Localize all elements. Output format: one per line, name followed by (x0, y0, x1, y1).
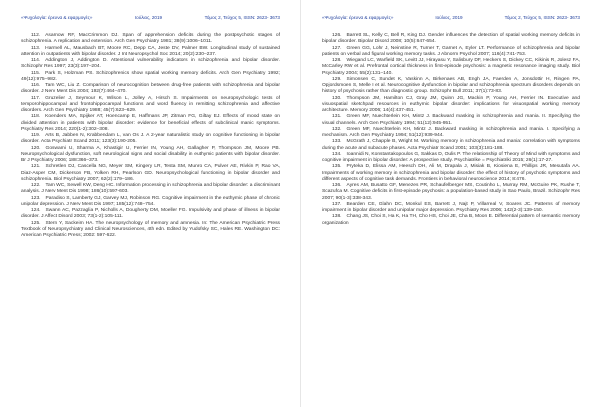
journal-title: «Ψυχολογία: έρευνα & εφαρμογές» (21, 14, 93, 20)
right-page (300, 0, 600, 407)
issue-date: Ιούλιος, 2019 (134, 14, 163, 20)
reference-item: 134. Ioannidi N, Konstantakopoulos G, Sakkas D, Oulis P. The relationship of Theory of Mind with symptoms and cognitive impairment in bipolar disorder: A prospective study. Psychiatrike = Psychiatriki 2015; 26(1):17-27. (322, 151, 580, 163)
reference-item: 131. Green MF, Nuechterlein KH, Mintz J. Backward masking in schizophrenia and mania. II. Specifying the visual channels. Arch Gen Psychiatry 1994; 51(12):945-951. (322, 114, 580, 126)
reference-item: 123. Paradiso S, Lamberty GJ, Garvey MJ, Robinson RG. Cognitive impairment in the euthymic phase of chronic unipolar depression. J Nerv Ment Dis 1997; 185(12):748–754. (21, 195, 280, 207)
reference-item: 115. Park S, Holzman PS. Schizophrenics show spatial working memory deficits. Arch Gen Psychiatry 1992; 49(12):975–982. (21, 70, 280, 82)
reference-item: 129. Simonsen C, Sundet K, Vaskinn A, Birkenaes AB, Engh JA, Faerden A, Jonsdottir H, Ringen PA, Opjordsmoen S, Melle I et al. Neurocognitive dysfunction in bipolar and schizophrenia spectrum disorders depends on history of psychosis rather than diagnostic group. Schizophr Bull 2011; 37(1):73-83. (322, 76, 580, 95)
reference-item: 136. Ayres AM, Busatto GF, Menezes PR, Schaufelberger MS, Coutinho L, Murray RM, McGuire PK, Rushe T, Scazufca M. Cognitive deficits in first-episode psychosis: a population-based study in Sao Paulo, Brazil. Schizophr Res 2007; 90(1-3):338-343. (322, 183, 580, 201)
reference-item: 121. Schretlen DJ, Cascella NG, Meyer SM, Kingery LR, Testa SM, Munro CA, Pulver AE, Rivkin P, Rao VA, Diaz-Asper CM, Dickerson FB, Yolken RH, Pearlson GD. Neuropsychological functioning in bipolar disorder and schizophrenia. Biol Psychiatry 2007; 62(2):179–186. (21, 164, 280, 182)
reference-item: 119. Arts B, Jabben N, Krabbendam L, van Os J. A 2-year naturalistic study on cognitive functioning in bipolar disorder. Acta Psychiatr Scand 2011; 123(3):190-205. (21, 133, 280, 145)
reference-item: 133. McGrath J, Chapple B, Wright M. Working memory in schizophrenia and mania: correlation with symptoms during the acute and subacute phases. Acta Psychiatr Scand 2001; 103(3):181-188. (322, 139, 580, 151)
reference-item: 132. Green MF, Nuechterlein KH, Mintz J. Backward masking in schizophrenia and mania. I. Specifying a mechanism. Arch Gen Psychiatry 1994; 51(12):939-944. (322, 126, 580, 138)
reference-list (322, 33, 580, 227)
reference-item: 125. Stern Y, Sackeim HA. The neuropsychology of memory and amnesia. In: The American Psychiatric Press Textbook of Neuropsychiatry and Clinical Neurosciences, 4th edn. Edited by Yudofsky SC, Hales RE. Washington DC: American Psychiatric Press; 2002: 597-622. (21, 220, 280, 238)
reference-item: 127. Green GG, Lohr J, Neinstine R, Turner T, Garnet A, Eyler LT. Performance of schizophrenia and bipolar patients on verbal and figural working memory tasks. J Abnorm Psychol 2007; 116(4):741-753. (322, 45, 580, 57)
reference-item: 137. Bearden CE, Glahn DC, Monkul ES, Barrett J, Najt P, Villarreal V, Soares JC. Patterns of memory impairment in bipolar disorder and unipolar major depression. Psychiatry Res 2006; 142(2-3):139-150. (322, 201, 580, 213)
reference-item: 114. Addington J, Addington D. Attentional vulnerability indicators in schizophrenia and bipolar disorder. Schizophr Res 1997; 23(3):197–204. (21, 58, 280, 70)
reference-item: 117. Gruzelier J, Seymour K, Wilson L, Jolley A, Hirsch S. Impairments on neuropsychologic tests of temporohippocampal and frontohippocampal functions and word fluency in remitting schizophrenia and affective disorders. Arch Gen Psychiatry 1988; 45(7):623–629. (21, 95, 280, 113)
reference-item: 130. Thompson JM, Hamilton CJ, Gray JM, Quinn JG, Mackin P, Young AH, Ferrier IN. Executive and visuospatial sketchpad resources in euthymic bipolar disorder: implications for visuospatial working memory architecture. Memory 2006; 14(4):437-451. (322, 95, 580, 113)
page-header (322, 11, 580, 23)
volume-issn: Τόμος 2, Τεύχος 5, ISSN: 2623- 3673 (504, 14, 580, 20)
reference-item: 122. Tam WC, Sewell KW, Deng HC. Information processing in schizophrenia and bipolar disorder: a discriminant analysis. J Nerv Ment Dis 1998; 186(10):597-603. (21, 183, 280, 195)
reference-item: 128. Wiegand LC, Warfield SK, Levitt JJ, Hirayasu Y, Salisbury DF, Heckers S, Dickey CC, Kikinis R, Jolesz FA, McCarley RW et al. Prefrontal cortical thickness in first-episode psychosis: a magnetic resonance imaging study. Biol Psychiatry 2004; 55(2):131–140. (322, 58, 580, 76)
reference-item: 113. Harmell AL, Mausbach BT, Moore RC, Depp CA, Jeste DV, Palmer BW. Longitudinal study of sustained attention in outpatients with bipolar disorder. J Int Neuropsychol Soc 2014; 20(2):230–237. (21, 45, 280, 57)
reference-item: 135. Pryteka D, Elissa AM, Heesch DH, Ali M, Drapala J, Misiak B, Kiosiena E, Phillips JR, Mesutafa AA. Impairments of working memory in schizophrenia and bipolar disorder: the effect of history of psychotic symptoms and different aspects of cognitive task demands. Frontiers in behavioral neuroscience 2014; 8:476. (322, 164, 580, 182)
reference-item: 124. Swann AC, Pazzaglia P, Nicholls A, Dougherty DM, Moeller FG. Impulsivity and phase of illness in bipolar disorder. J Affect Disord 2003; 73(1-2):105-111. (21, 208, 280, 220)
volume-issn: Τόμος 2, Τεύχος 5, ISSN: 2623- 3673 (204, 14, 280, 20)
reference-item: 120. Goswami U, Sharma A, Khastigir U, Ferrier IN, Young AH, Gallagher P, Thompson JM, Moore PB. Neuropsychological dysfunction, soft neurological signs and social disability in euthymic patients with bipolar disorder. Br J Psychiatry 2006; 188:366–373. (21, 145, 280, 163)
reference-item: 112. Asarnow RF, MacCrimmon DJ. Span of apprehension deficits during the postpsychotic stages of schizophrenia. A replication and extension. Arch Gen Psychiatry 1981; 38(9):1006–1011. (21, 33, 280, 45)
reference-list (21, 33, 280, 239)
reference-item: 116. Tam WC, Liu Z. Comparison of neurocognition between drug-free patients with schizophrenia and bipolar disorder. J Nerv Ment Dis 2004; 192(7):464–470. (21, 83, 280, 95)
journal-title: «Ψυχολογία: έρευνα & εφαρμογές» (322, 14, 394, 20)
reference-item: 138. Chang JS, Choi S, Ha K, Ha TH, Cho HS, Choi JE, Cha B, Moon E. Differential pattern of semantic memory organization (322, 214, 580, 226)
page-header (21, 11, 280, 23)
reference-item: 126. Barrett SL, Kelly C, Bell R, King DJ. Gender influences the detection of spatial working memory deficits in bipolar disorder. Bipolar Disord 2008; 10(5):647-654. (322, 33, 580, 45)
issue-date: Ιούλιος, 2019 (435, 14, 463, 20)
reference-item: 118. Koenders MA, Spijker AT, Hoencamp E, Haffmans JP, Zitman FG, Giltay EJ. Effects of mood state on divided attention in patients with bipolar disorder: evidence for beneficial effects of subclinical manic symptoms. Psychiatry Res 2014; 220(1-2):302–308. (21, 114, 280, 132)
